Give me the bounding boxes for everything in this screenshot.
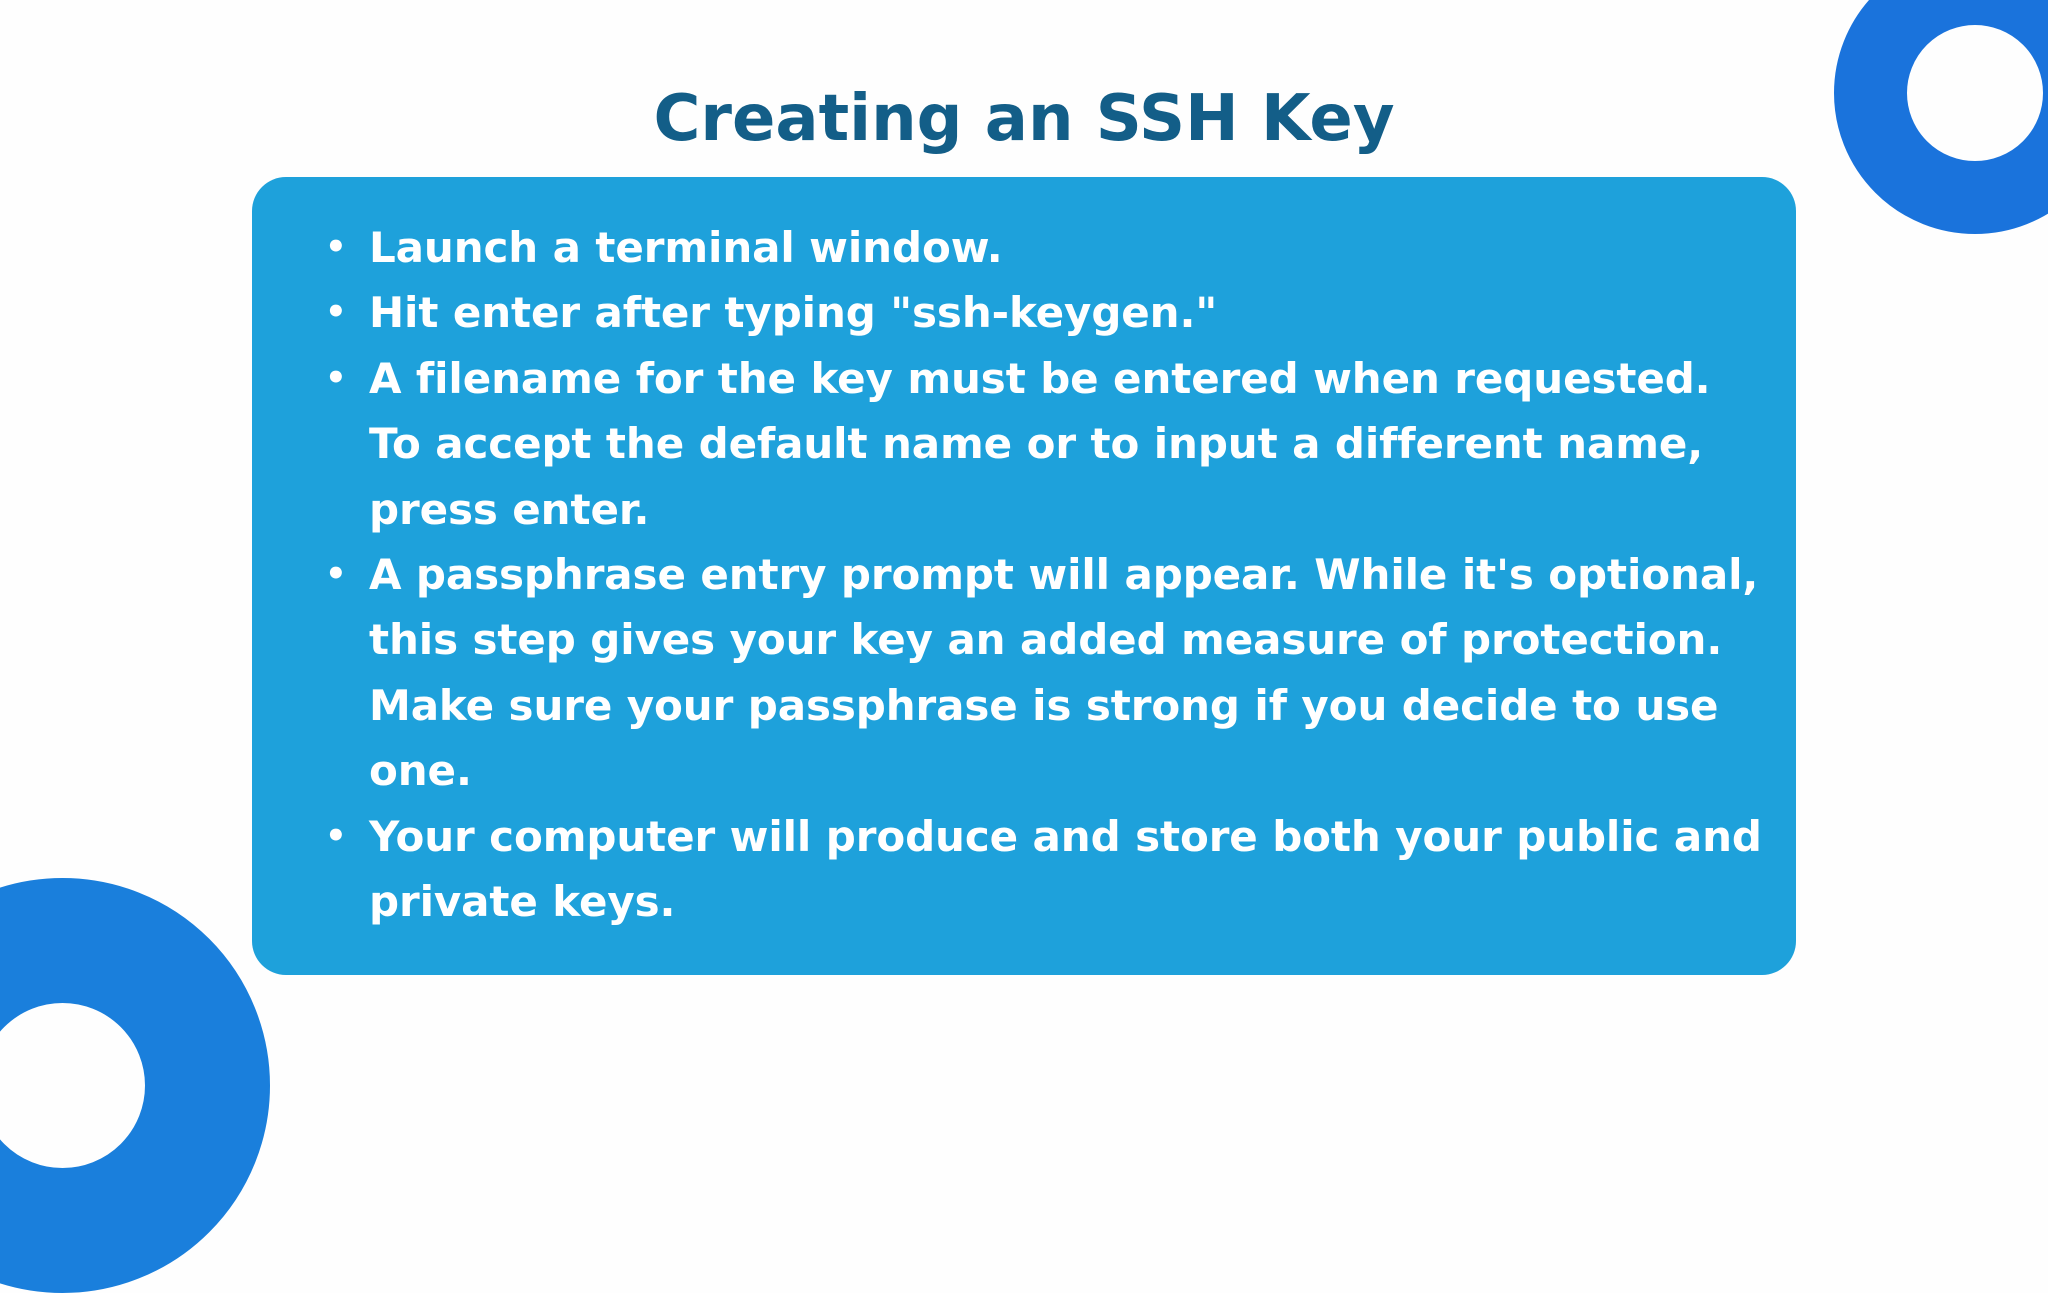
bullet-dot-icon: • xyxy=(325,292,347,333)
decorative-ring-bottom-left xyxy=(0,878,270,1293)
bullet-text: A passphrase entry prompt will appear. While it's optional, this step gives your key an added measure of protection. Make sure your passphrase is strong if you decide to use one. xyxy=(369,550,1759,796)
bullet-dot-icon: • xyxy=(325,357,347,398)
content-card xyxy=(252,177,1796,975)
bullet-list xyxy=(325,215,1769,934)
bullet-item xyxy=(325,346,1769,542)
bullet-dot-icon: • xyxy=(325,815,347,856)
bullet-text: Hit enter after typing "ssh-keygen." xyxy=(369,288,1218,338)
bullet-dot-icon: • xyxy=(325,554,347,595)
bullet-text: Your computer will produce and store both your public and private keys. xyxy=(369,811,1762,927)
bullet-item xyxy=(325,280,1769,345)
bullet-text: A filename for the key must be entered when requested. To accept the default name or to input a different name, press enter. xyxy=(369,353,1711,534)
bullet-item xyxy=(325,804,1769,935)
bullet-dot-icon: • xyxy=(325,227,347,267)
bullet-item xyxy=(325,215,1769,280)
slide-title: Creating an SSH Key xyxy=(653,82,1395,156)
bullet-item xyxy=(325,542,1769,804)
bullet-text: Launch a terminal window. xyxy=(369,223,1003,272)
